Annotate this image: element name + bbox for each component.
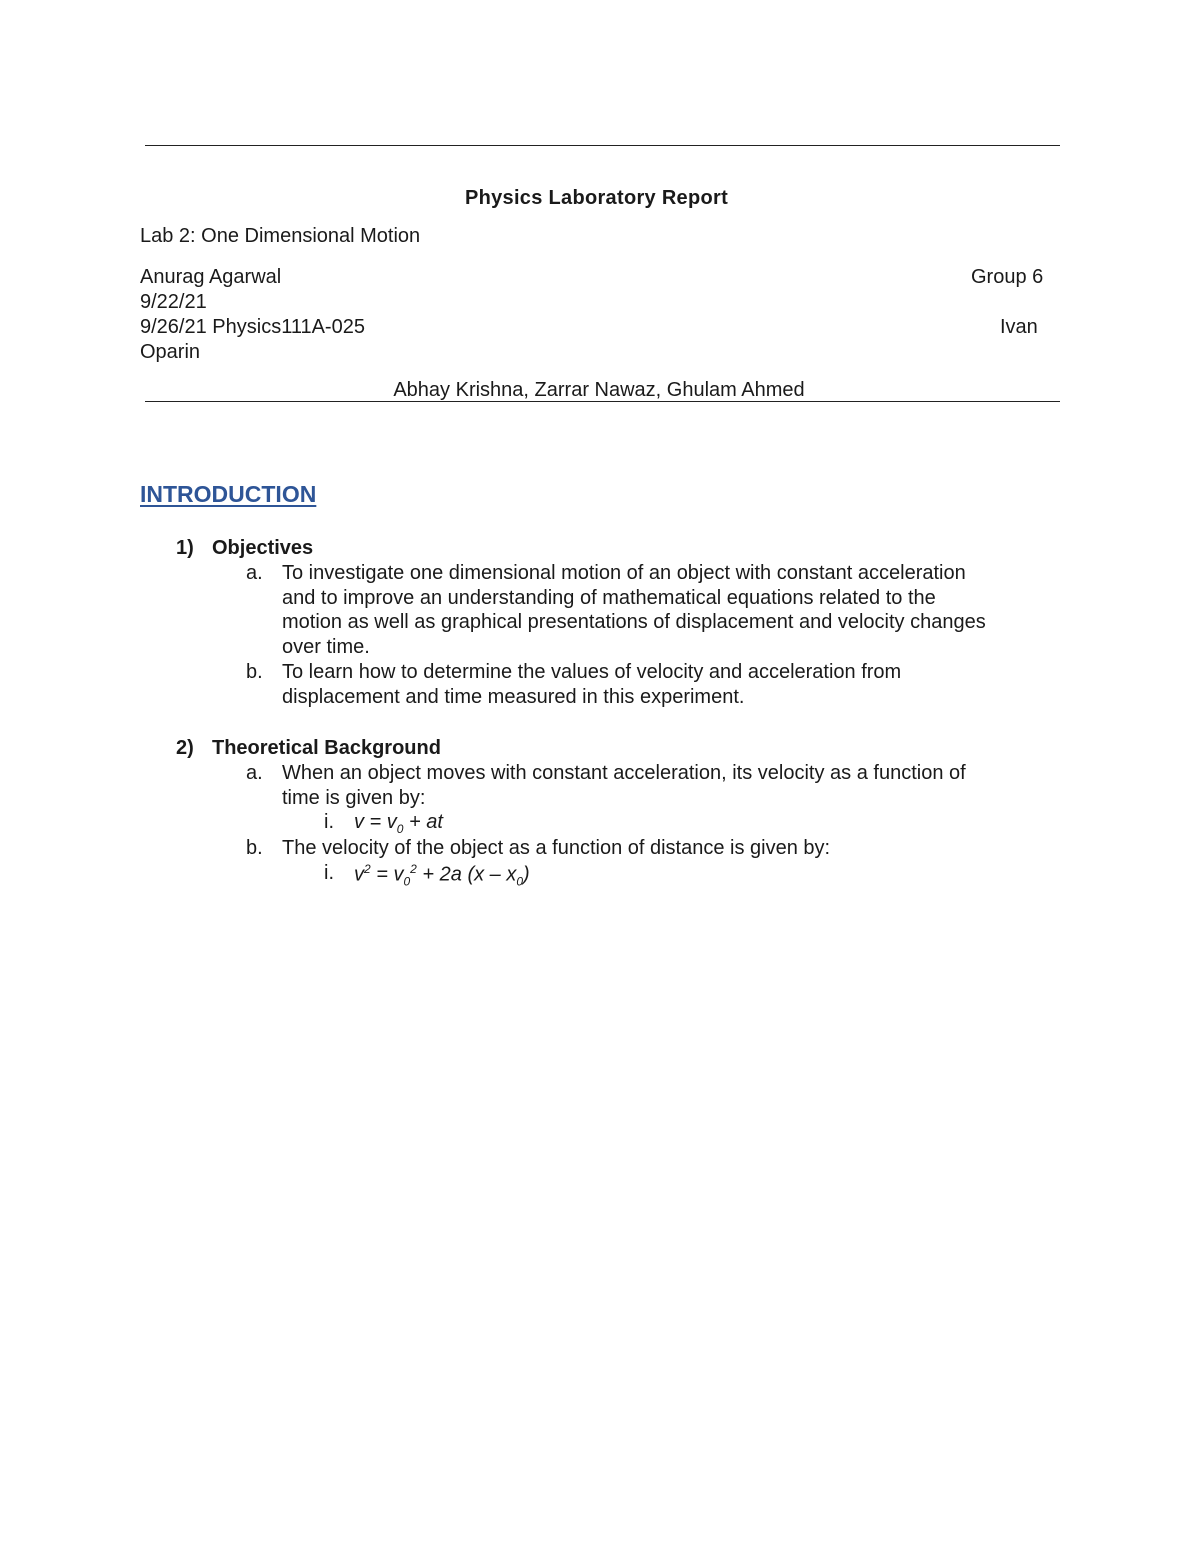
introduction-heading: INTRODUCTION xyxy=(140,481,317,507)
eq-subscript: 0 xyxy=(396,822,404,836)
lab-partners: Abhay Krishna, Zarrar Nawaz, Ghulam Ahmed xyxy=(393,379,805,401)
velocity-distance-equation xyxy=(354,862,530,889)
eq-superscript: 2 xyxy=(410,862,417,876)
roman-marker: i. xyxy=(324,811,334,833)
list-marker: b. xyxy=(246,661,263,683)
eq-part: = v xyxy=(370,863,404,886)
section-number: 2) xyxy=(176,737,194,759)
instructor-last-name: Oparin xyxy=(140,341,201,363)
date-performed: 9/22/21 xyxy=(140,291,207,313)
date-and-course: 9/26/21 Physics111A-025 xyxy=(140,316,365,338)
eq-part: + at xyxy=(403,811,443,833)
objective-a-line: To investigate one dimensional motion of an object with constant acceleration xyxy=(282,562,966,584)
velocity-time-equation xyxy=(354,811,443,836)
objective-b-line: displacement and time measured in this experiment. xyxy=(282,686,745,708)
objective-a-line: over time. xyxy=(282,636,370,658)
group-number: Group 6 xyxy=(971,266,1044,288)
background-a-line: time is given by: xyxy=(282,787,426,809)
eq-part: v = v xyxy=(354,811,397,833)
author-name: Anurag Agarwal xyxy=(140,266,282,288)
bottom-divider xyxy=(145,401,1060,402)
objective-a-line: motion as well as graphical presentations of displacement and velocity changes xyxy=(282,611,986,633)
background-b-line: The velocity of the object as a function of distance is given by: xyxy=(282,837,831,859)
theoretical-background-title: Theoretical Background xyxy=(212,737,441,759)
eq-part: ) xyxy=(523,863,530,886)
eq-subscript: 0 xyxy=(403,874,411,889)
top-divider xyxy=(145,145,1060,146)
eq-part: + 2a (x – x xyxy=(416,863,517,886)
section-number: 1) xyxy=(176,537,194,559)
instructor-first-name: Ivan xyxy=(1000,316,1038,338)
list-marker: a. xyxy=(246,562,263,584)
lab-title: Lab 2: One Dimensional Motion xyxy=(140,225,421,247)
objective-a-line: and to improve an understanding of mathematical equations related to the xyxy=(282,587,936,609)
eq-subscript: 0 xyxy=(516,874,524,889)
list-marker: b. xyxy=(246,837,263,859)
eq-superscript: 2 xyxy=(364,862,371,876)
report-title: Physics Laboratory Report xyxy=(464,187,729,209)
background-a-line: When an object moves with constant acceleration, its velocity as a function of xyxy=(282,762,966,784)
list-marker: a. xyxy=(246,762,263,784)
objectives-title: Objectives xyxy=(212,537,314,559)
roman-marker: i. xyxy=(324,862,334,884)
eq-part: v xyxy=(354,863,364,886)
objective-b-line: To learn how to determine the values of velocity and acceleration from xyxy=(282,661,902,683)
